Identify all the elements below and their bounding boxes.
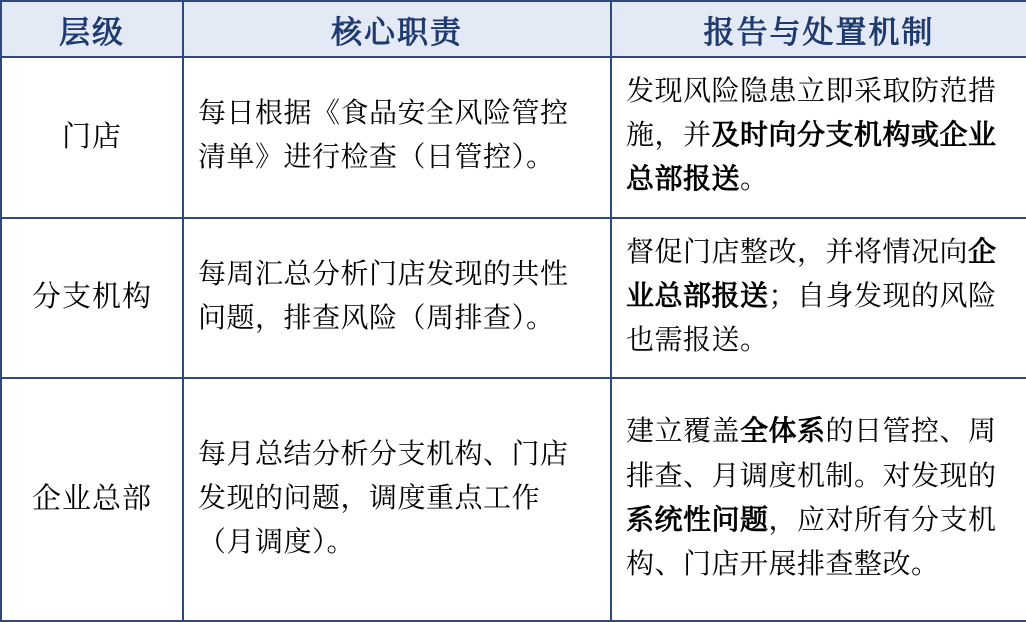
cell-level-store: 门店 bbox=[1, 57, 183, 218]
report-text-bold: 全体系 bbox=[740, 416, 826, 448]
header-cell-report: 报告与处置机制 bbox=[611, 1, 1026, 57]
report-text-plain-2: 的日管控、周排查、月调度机制。对发现的 bbox=[626, 416, 997, 492]
report-text-plain: 督促门店整改，并将情况向 bbox=[626, 236, 969, 268]
header-cell-level: 层级 bbox=[1, 1, 183, 57]
report-text-plain: 建立覆盖 bbox=[626, 416, 741, 448]
table-header bbox=[1, 1, 1026, 57]
header-row bbox=[1, 1, 1026, 57]
cell-level-branch: 分支机构 bbox=[1, 218, 183, 379]
cell-duty-store: 每日根据《食品安全风险管控清单》进行检查（日管控）。 bbox=[183, 57, 611, 218]
header-cell-duty: 核心职责 bbox=[183, 1, 611, 57]
report-text-plain-3: ，应对所有分支机构、门店开展排查整改。 bbox=[626, 504, 997, 581]
report-text-bold: 企业总部报送 bbox=[626, 236, 997, 312]
table-body bbox=[1, 57, 1026, 621]
table-row bbox=[1, 218, 1026, 379]
table-row bbox=[1, 378, 1026, 621]
cell-duty-branch: 每周汇总分析门店发现的共性问题，排查风险（周排查）。 bbox=[183, 218, 611, 379]
report-text-plain-2: ；自身发现的风险也需报送。 bbox=[626, 280, 997, 357]
cell-report-branch bbox=[611, 218, 1026, 379]
cell-report-store bbox=[611, 57, 1026, 218]
table-row bbox=[1, 57, 1026, 218]
cell-report-hq bbox=[611, 378, 1026, 621]
report-text-plain-2: 。 bbox=[740, 164, 769, 196]
report-text-bold: 及时向分支机构或企业总部报送 bbox=[626, 120, 997, 196]
report-text-plain: 发现风险隐患立即采取防范措施，并 bbox=[626, 76, 997, 152]
cell-duty-hq: 每月总结分析分支机构、门店发现的问题，调度重点工作（月调度）。 bbox=[183, 378, 611, 621]
cell-level-hq: 企业总部 bbox=[1, 378, 183, 621]
report-text-bold-2: 系统性问题 bbox=[626, 504, 769, 536]
